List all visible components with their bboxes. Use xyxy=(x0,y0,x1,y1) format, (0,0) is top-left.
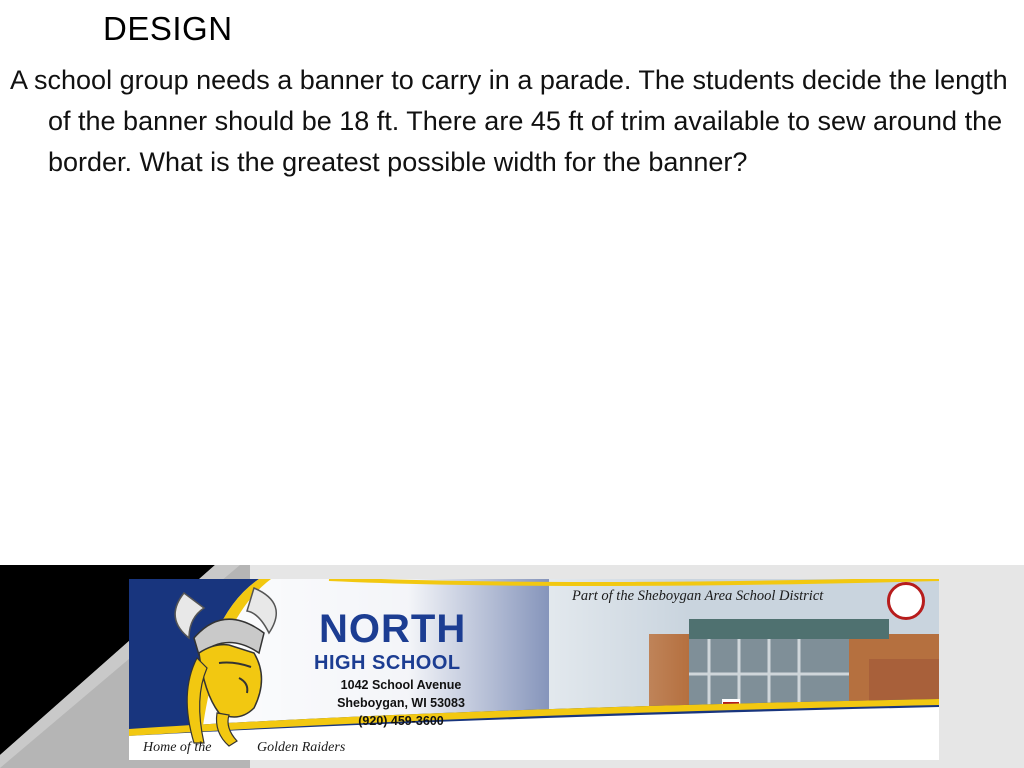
address-line-2: Sheboygan, WI 53083 xyxy=(337,696,465,710)
school-name: NORTH xyxy=(319,607,467,651)
district-note: Part of the Sheboygan Area School District xyxy=(572,588,824,604)
school-type: HIGH SCHOOL xyxy=(314,652,461,674)
slide-body xyxy=(10,60,1015,183)
problem-text: A school group needs a banner to carry in a parade. The students decide the length of the banner should be 18 ft. There are 45 ft of trim available to sew around the border. What is the greatest possible width for the banner? xyxy=(10,65,1008,177)
address-line-1: 1042 School Avenue xyxy=(340,678,462,692)
school-banner xyxy=(129,579,939,760)
home-of-label: Home of the xyxy=(143,740,212,755)
district-seal-icon xyxy=(887,582,925,620)
phone-number: (920) 459-3600 xyxy=(358,714,444,728)
mascot-name: Golden Raiders xyxy=(257,740,346,755)
viking-mascot-icon xyxy=(159,583,299,748)
slide-title: DESIGN xyxy=(103,10,233,47)
